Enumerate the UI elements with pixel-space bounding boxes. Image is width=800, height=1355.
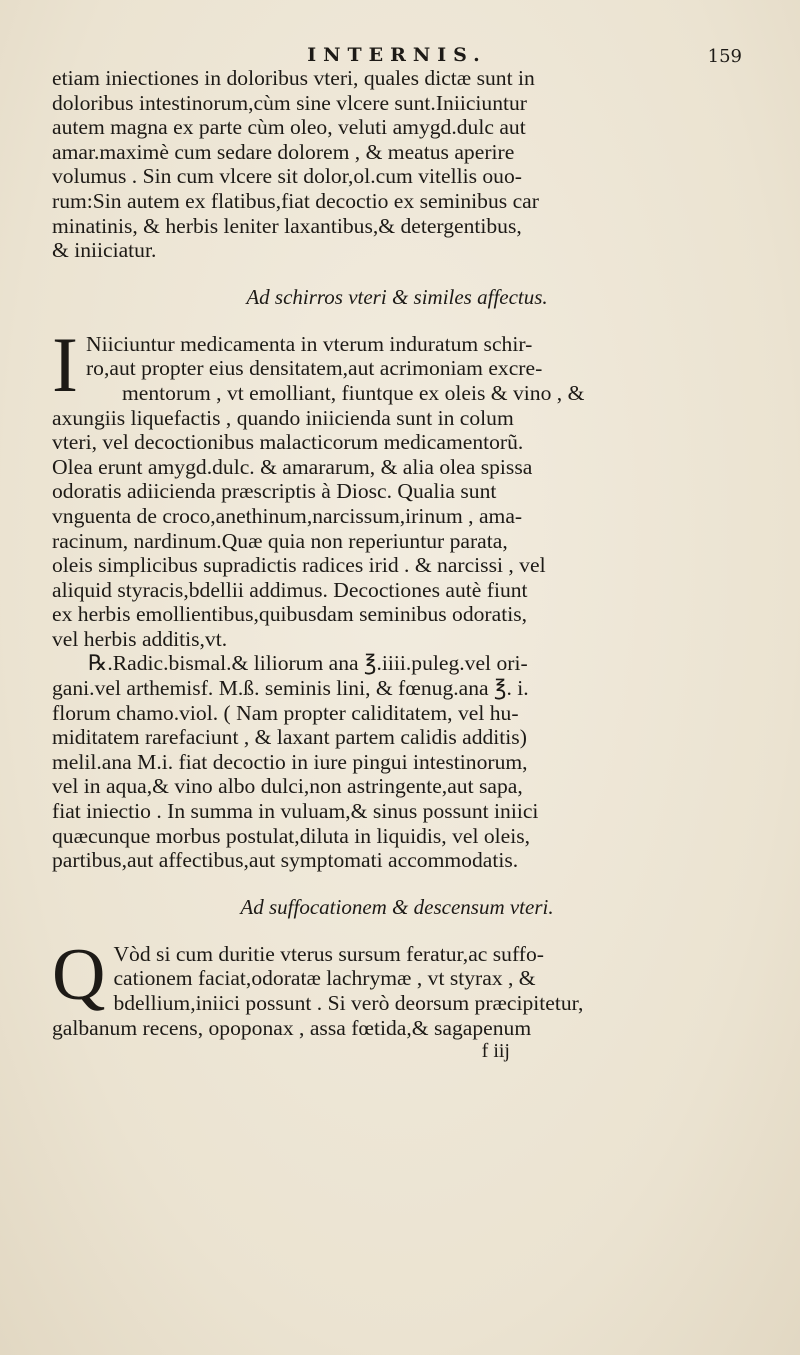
section-heading-schirros: Ad schirros vteri & similes affectus.: [246, 284, 548, 309]
paragraph-schirros: [52, 320, 742, 652]
text-line: doloribus intestinorum,cùm sine vlcere sunt.Iniiciuntur: [52, 90, 527, 115]
section-heading-suffocationem: Ad suffocationem & descensum vteri.: [240, 894, 554, 919]
running-head: [52, 40, 742, 66]
text-line: & iniiciatur.: [52, 238, 157, 263]
text-line: bdellium,iniici possunt . Si verò deorsum præcipitetur,: [113, 991, 584, 1015]
text-line: cationem faciat,odoratæ lachrymæ , vt styrax , &: [113, 966, 536, 991]
text-line: etiam iniectiones in doloribus vteri, quales dictæ sunt in: [52, 66, 535, 90]
text-line: vel herbis additis,vt.: [52, 626, 228, 651]
text-line: gani.vel arthemisf. M.ß. seminis lini, & fœnug.ana ℥. i.: [52, 676, 529, 701]
text-line: vnguenta de croco,anethinum,narcissum,irinum , ama-: [52, 503, 523, 528]
text-line: fiat iniectio . In summa in vuluam,& sinus possunt iniici: [52, 799, 539, 824]
text-line: Vòd si cum duritie vterus sursum feratur,ac suffo-: [113, 941, 544, 966]
text-line: vel in aqua,& vino albo dulci,non astringente,aut sapa,: [52, 774, 523, 799]
paragraph-recipe: [52, 651, 742, 872]
running-title: INTERNIS.: [307, 44, 487, 66]
drop-cap-initial: Q: [52, 933, 106, 1016]
text-line: quæcunque morbus postulat,diluta in liquidis, vel oleis,: [52, 823, 531, 848]
text-line: aliquid styracis,bdellii addimus. Decoctiones autè fiunt: [52, 577, 528, 602]
text-line: racinum, nardinum.Quæ quia non reperiuntur parata,: [52, 528, 508, 553]
text-line: autem magna ex parte cùm oleo, veluti amygd.dulc aut: [52, 115, 526, 140]
text-line: melil.ana M.i. fiat decoctio in iure pingui intestinorum,: [52, 749, 528, 774]
text-line: axungiis liquefactis , quando iniicienda sunt in colum: [52, 405, 514, 430]
text-line: galbanum recens, opoponax , assa fœtida,& sagapenum: [52, 1015, 532, 1040]
paragraph-iniectiones: [52, 66, 742, 263]
text-line: ro,aut propter eius densitatem,aut acrimoniam excre-: [85, 356, 543, 381]
paragraph-suffocationem: [52, 933, 742, 1040]
text-line: mentorum , vt emolliant, fiuntque ex oleis & vino , &: [121, 380, 585, 405]
text-line: ℞.Radic.bismal.& liliorum ana ℥.iiii.puleg.vel ori-: [88, 651, 528, 676]
text-line: vteri, vel decoctionibus malacticorum medicamentorũ.: [52, 430, 524, 455]
text-line: florum chamo.viol. ( Nam propter caliditatem, vel hu-: [52, 700, 519, 725]
text-line: oleis simplicibus supradictis radices irid . & narcissi , vel: [52, 553, 546, 578]
text-line: ex herbis emollientibus,quibusdam seminibus odoratis,: [52, 602, 528, 627]
text-line: Olea erunt amygd.dulc. & amararum, & alia olea spissa: [52, 454, 533, 479]
text-line: volumus . Sin cum vlcere sit dolor,ol.cum vitellis ouo-: [52, 164, 522, 189]
text-line: amar.maximè cum sedare dolorem , & meatus aperire: [52, 139, 515, 164]
text-line: rum:Sin autem ex flatibus,fiat decoctio ex seminibus car: [52, 188, 539, 213]
text-line: partibus,aut affectibus,aut symptomati accommodatis.: [52, 848, 519, 873]
signature-mark: f iij: [481, 1040, 510, 1063]
drop-cap-initial: I: [52, 320, 78, 408]
text-line: minatinis, & herbis leniter laxantibus,& detergentibus,: [52, 213, 522, 238]
page-number: 159: [707, 46, 742, 67]
text-line: miditatem rarefaciunt , & laxant partem calidis additis): [52, 725, 527, 750]
text-line: odoratis adiicienda præscriptis à Diosc. Qualia sunt: [52, 479, 497, 504]
text-line: Niiciuntur medicamenta in vterum induratum schir-: [85, 331, 533, 356]
